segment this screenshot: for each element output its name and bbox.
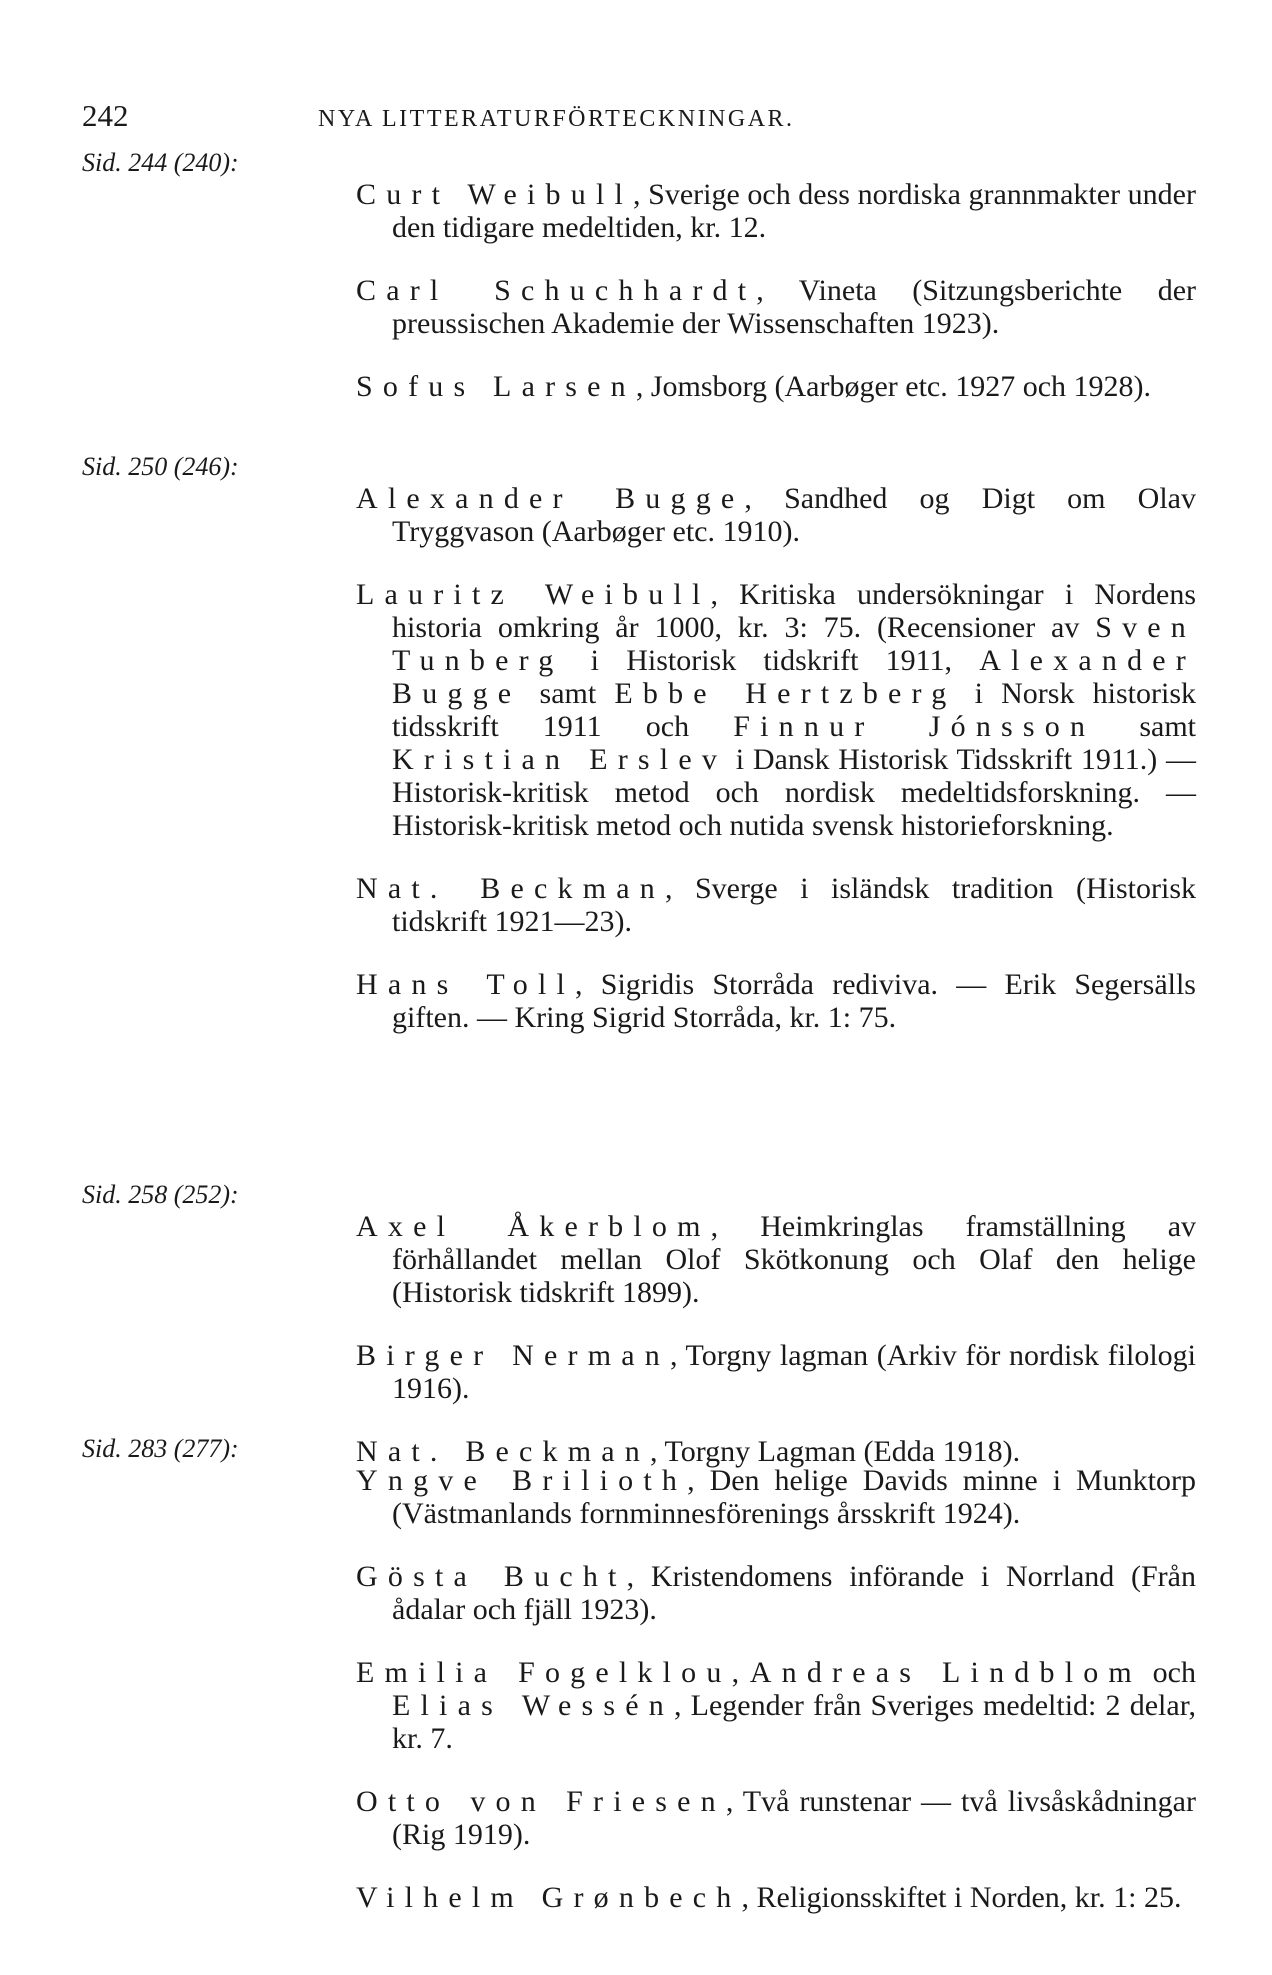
author-name: Andreas Lindblom — [749, 1656, 1142, 1689]
citation-text: , Torgny lagman (Arkiv för nordisk filologi 1916). — [392, 1339, 1197, 1405]
bibliography-entry — [356, 1881, 1196, 1914]
author-name: Gösta Bucht — [356, 1560, 627, 1593]
author-name: Yngve Brilioth — [356, 1464, 688, 1497]
citation-text: samt — [521, 677, 615, 710]
citation-text: , Heimkringlas framställning av förhållandet mellan Olof Skötkonung och Olaf den helige (Historisk tidskrift 1899). — [392, 1210, 1197, 1309]
author-name: Otto von Friesen — [356, 1785, 726, 1818]
author-name: Birger Nerman — [356, 1339, 670, 1372]
bibliography-entry — [356, 1656, 1196, 1755]
citation-text: , — [731, 1656, 750, 1689]
bibliography-entry — [356, 178, 1196, 244]
bibliography-entry — [356, 1464, 1196, 1530]
author-name: Nat. Beckman — [356, 872, 665, 905]
sid-label: Sid. 244 (240): — [82, 148, 239, 177]
citation-text: i Dansk Historisk Tidsskrift 1911.) — Historisk-kritisk metod och nordisk medeltidsforskning. — Historisk-kritisk metod och nutida svensk historieforskning. — [392, 743, 1196, 842]
citation-text: i Norsk historisk tidsskrift 1911 och — [392, 677, 1196, 743]
bibliography-entry — [356, 1785, 1196, 1851]
author-name: Carl Schuchhardt — [356, 274, 757, 307]
citation-text: , Torgny Lagman (Edda 1918). — [650, 1435, 1021, 1468]
author-name: Elias Wessén — [392, 1689, 674, 1722]
author-name: Vilhelm Grønbech — [356, 1881, 742, 1914]
author-name: Curt Weibull — [356, 178, 634, 211]
author-name: Sofus Larsen — [356, 370, 636, 403]
bibliography-entry — [356, 370, 1196, 403]
bibliography-entry — [356, 1339, 1196, 1405]
citation-text: , Sandhed og Digt om Olav Tryggvason (Aarbøger etc. 1910). — [392, 482, 1196, 548]
author-name: Alexander Bugge — [392, 644, 1196, 710]
citation-text: , Vineta (Sitzungsberichte der preussischen Akademie der Wissenschaften 1923). — [392, 274, 1196, 340]
citation-text: samt — [1095, 710, 1197, 743]
bibliography-entry — [356, 1560, 1196, 1626]
author-name: Kristian Erslev — [392, 743, 728, 776]
citation-text: , Jomsborg (Aarbøger etc. 1927 och 1928). — [635, 370, 1152, 403]
bibliography-entry — [356, 872, 1196, 938]
author-name: Ebbe Hertzberg — [614, 677, 957, 710]
bibliography-entry — [356, 578, 1196, 842]
author-name: Hans Toll — [356, 968, 576, 1001]
author-name: Nat. Beckman — [356, 1435, 651, 1468]
author-name: Lauritz Weibull — [356, 578, 711, 611]
citation-text: , Kristendomens införande i Norrland (Från ådalar och fjäll 1923). — [392, 1560, 1196, 1626]
entry-list — [356, 1434, 1196, 1927]
entry-list — [356, 148, 1196, 416]
citation-text: , Sverge i isländsk tradition (Historisk tidskrift 1921—23). — [392, 872, 1196, 938]
author-name: Emilia Fogelklou — [356, 1656, 732, 1689]
header-title: NYA LITTERATURFÖRTECKNINGAR. — [318, 106, 795, 132]
sid-label: Sid. 258 (252): — [82, 1180, 239, 1209]
citation-text: , Sigridis Storråda rediviva. — Erik Segersälls giften. — Kring Sigrid Storråda, kr. 1: 75. — [392, 968, 1196, 1034]
citation-text: , Den helige Davids minne i Munktorp (Västmanlands fornminnesförenings årsskrift 1924). — [392, 1464, 1196, 1530]
author-name: Sven Tunberg — [392, 611, 1196, 677]
author-name: Alexander Bugge — [356, 482, 745, 515]
bibliography-entry — [356, 1210, 1196, 1309]
sid-label: Sid. 283 (277): — [82, 1434, 239, 1463]
citation-text: i Historisk tidskrift 1911, — [563, 644, 980, 677]
author-name: Finnur Jónsson — [733, 710, 1096, 743]
citation-text: , Legender från Sveriges medeltid: 2 delar, kr. 7. — [392, 1689, 1196, 1755]
citation-text: och — [1141, 1656, 1196, 1689]
running-head — [82, 98, 1182, 138]
page-number: 242 — [82, 98, 129, 133]
sid-label: Sid. 250 (246): — [82, 452, 239, 481]
author-name: Axel Åkerblom — [356, 1210, 711, 1243]
bibliography-entry — [356, 968, 1196, 1034]
bibliography-entry — [356, 482, 1196, 548]
citation-text: , Kritiska undersökningar i Nordens historia omkring år 1000, kr. 3: 75. (Recensioner av — [392, 578, 1196, 644]
bibliography-entry — [356, 274, 1196, 340]
citation-text: , Två runstenar — två livsåskådningar (Rig 1919). — [392, 1785, 1196, 1851]
citation-text: , Sverige och dess nordiska grannmakter under den tidigare medeltiden, kr. 12. — [392, 178, 1196, 244]
entry-list — [356, 452, 1196, 1047]
citation-text: , Religionsskiftet i Norden, kr. 1: 25. — [741, 1881, 1182, 1914]
